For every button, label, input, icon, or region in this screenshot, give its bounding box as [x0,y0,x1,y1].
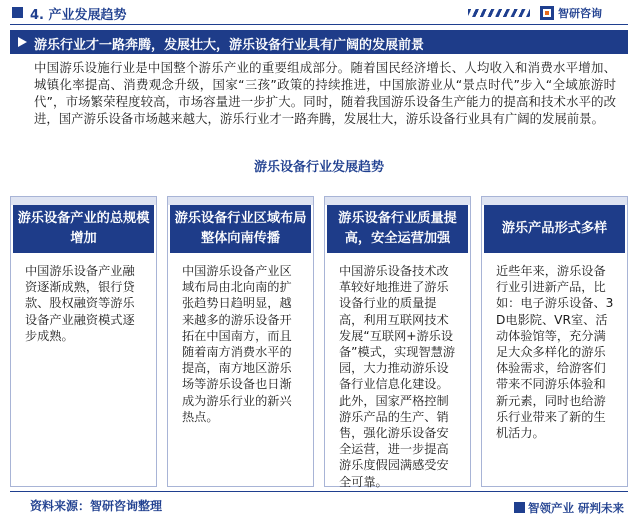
card-body: 近些年来，游乐设备行业引进新产品，比如：电子游乐设备、3D电影院、VR室、活动体验馆等，充分满足大众多样化的游乐体验需求，给游客们带来不同游乐体验和新元素，同时也给游乐行业带来了新的生机活力。 [496,264,614,441]
trend-card [167,196,314,487]
card-title: 游乐设备行业质量提高，安全运营加强 [327,205,468,253]
card-title: 游乐设备行业区域布局整体向南传播 [170,205,311,253]
card-top-bar [168,197,313,205]
card-top-bar [325,197,470,205]
footer-divider [10,491,628,492]
logo-icon [540,6,554,20]
card-body: 中国游乐设备产业融资逐渐成熟，银行贷款、股权融资等游乐设备产业融资模式逐步成熟。 [25,264,135,343]
section-heading: 4. 产业发展趋势 [30,8,127,23]
source-note: 资料来源：智研咨询整理 [30,499,163,513]
trend-section-title: 游乐设备行业发展趋势 [253,160,384,175]
headline-text: 游乐行业才一路奔腾，发展壮大，游乐设备行业具有广阔的发展前景 [34,38,425,53]
card-top-bar [482,197,627,205]
card-title: 游乐产品形式多样 [484,205,625,253]
intro-paragraph: 中国游乐设施行业是中国整个游乐产业的重要组成部分。随着国民经济增长、人均收入和消费水平增加、城镇化率提高、消费观念升级，国家“三孩”政策的持续推进，中国旅游业从“景点时代”步入“全域旅游时代”，市场繁荣程度较高，市场容量进一步扩大。同时，随着我国游乐设备生产能力的提高和技术水平的改进，国产游乐设备市场越来越大，游乐行业才一路奔腾，发展壮大，游乐设备行业具有广阔的发展前景。 [34,60,616,126]
card-body: 中国游乐设备技术改革较好地推进了游乐设备行业的质量提高，利用互联网技术发展“互联网+游乐设备”模式，实现智慧游园，大力推动游乐设备行业信息化建设。此外，国家严格控制游乐产品的生产、销售，强化游乐设备安全运营，进一步提高游乐度假园满感受安全可靠。 [339,264,456,489]
headline-banner [10,30,628,54]
page-header [0,0,638,26]
trend-card [324,196,471,487]
logo-text: 智研咨询 [558,7,602,20]
decorative-stripes [468,9,530,17]
brand-logo [540,5,602,21]
card-top-bar [11,197,156,205]
card-body: 中国游乐设备产业区域布局由北向南的扩张趋势日趋明显，越来越多的游乐设备开拓在中国南方，而且随着南方消费水平的提高，南方地区游乐场等游乐设备也日渐成为游乐行业的新兴热点。 [182,264,292,424]
footer-logo-icon [514,502,525,513]
trend-card [481,196,628,487]
trend-card [10,196,157,487]
card-title: 游乐设备产业的总规模增加 [13,205,154,253]
footer-logo [514,500,624,516]
header-divider [10,24,628,25]
footer-slogan: 智领产业 研判未来 [527,501,624,515]
header-square-icon [12,7,23,18]
play-triangle-icon [18,37,27,47]
